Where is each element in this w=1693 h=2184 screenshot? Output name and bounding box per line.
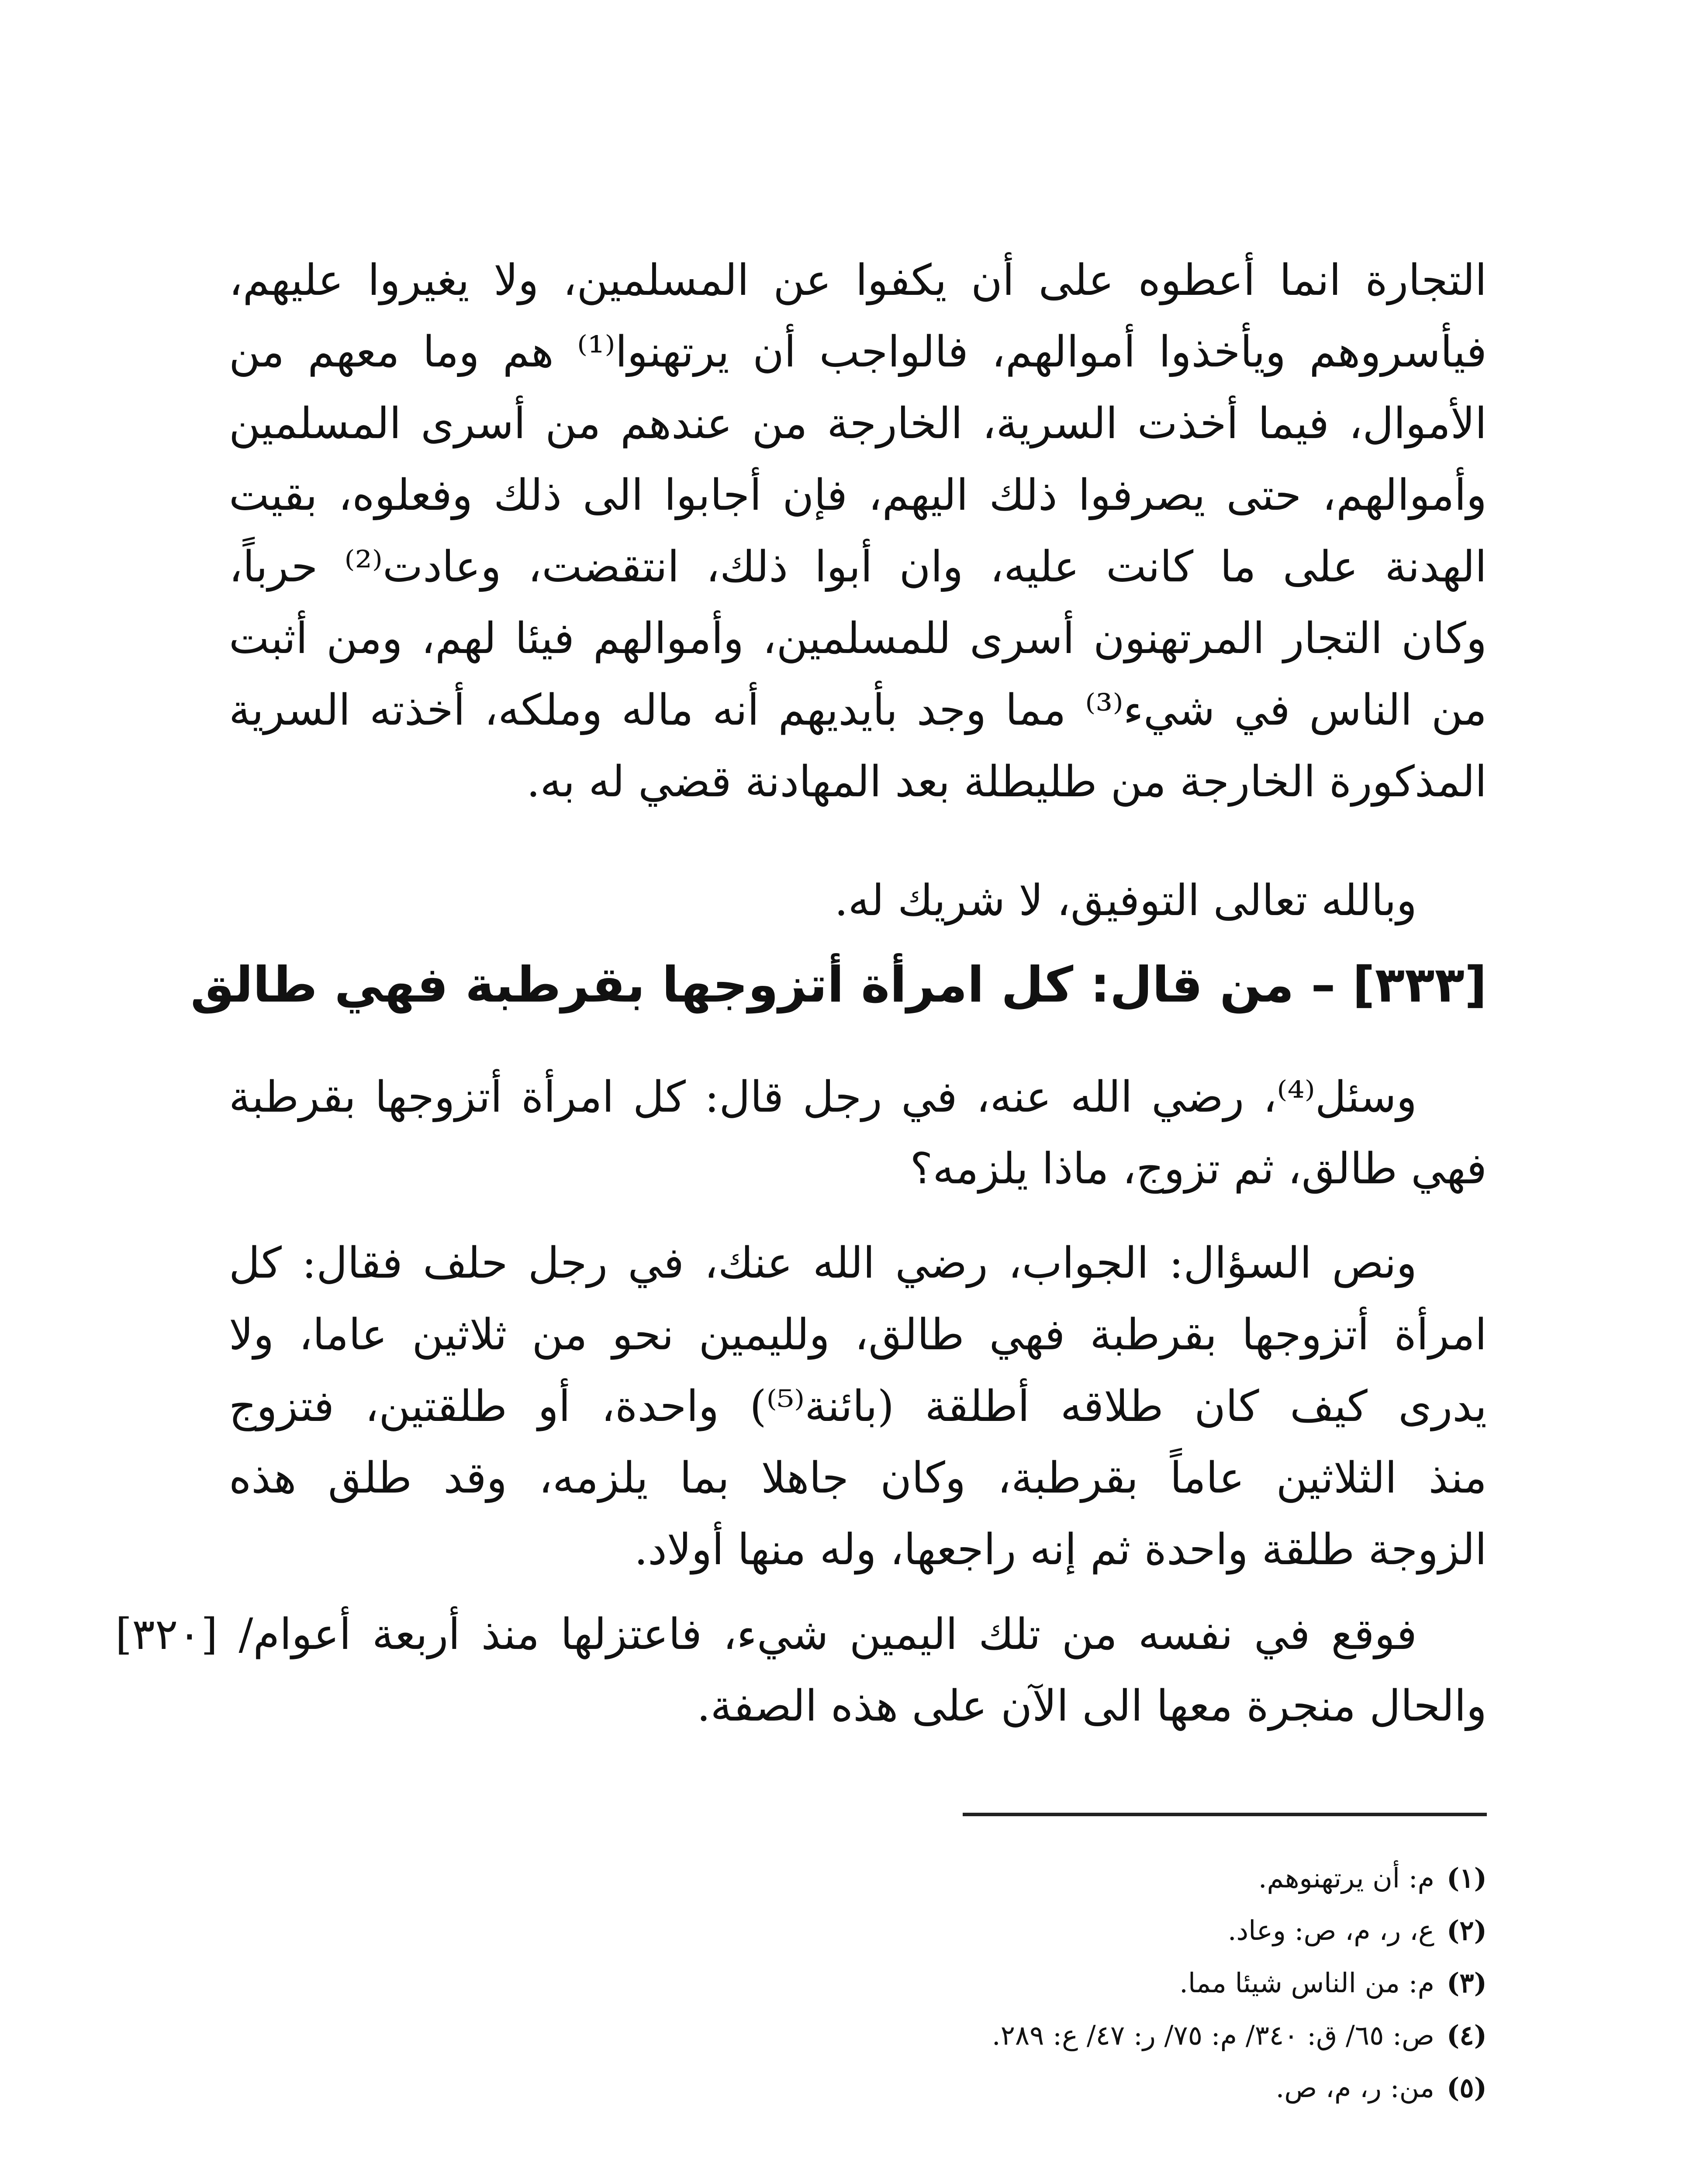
text-line: التجارة انما أعطوه على أن يكفوا عن المسلمين، ولا يغيروا عليهم، [229, 256, 1487, 305]
text-line: الهدنة على ما كانت عليه، وان أبوا ذلك، انتقضت، وعادت⁽²⁾ حرباً، [229, 542, 1487, 592]
footnote-text: م: أن يرتهنوهم. [1258, 1862, 1434, 1894]
text-line: وكان التجار المرتهنون أسرى للمسلمين، وأموالهم فيئا لهم، ومن أثبت [229, 614, 1487, 663]
text-line: امرأة أتزوجها بقرطبة فهي طالق، ولليمين نحو من ثلاثين عاما، ولا [229, 1310, 1487, 1360]
paragraph-1 [229, 245, 1487, 818]
text-line: ونص السؤال: الجواب، رضي الله عنك، في رجل حلف فقال: كل [229, 1238, 1417, 1288]
footnote [229, 1904, 1487, 1957]
footnote-number: (٤) [1447, 2019, 1487, 2051]
footnotes [229, 1852, 1487, 2114]
text-line: منذ الثلاثين عاماً بقرطبة، وكان جاهلا بما يلزمه، وقد طلق هذه [229, 1453, 1487, 1503]
text-line: الزوجة طلقة واحدة ثم إنه راجعها، وله منها أولاد. [634, 1525, 1487, 1575]
footnote-number: (١) [1447, 1862, 1487, 1894]
text-line: فيأسروهم ويأخذوا أموالهم، فالواجب أن يرتهنوا⁽¹⁾ هم وما معهم من [229, 327, 1487, 377]
text-line: المذكورة الخارجة من طليطلة بعد المهادنة قضي له به. [526, 757, 1487, 807]
footnote-number: (٢) [1447, 1914, 1487, 1946]
text-line: يدرى كيف كان طلاقه أطلقة (بائنة⁽⁵⁾) واحدة، أو طلقتين، فتزوج [229, 1382, 1487, 1431]
text-line: والحال منجرة معها الى الآن على هذه الصفة. [697, 1681, 1487, 1731]
footnote-text: ع، ر، م، ص: وعاد. [1227, 1914, 1434, 1946]
section-heading: [٣٣٣] – من قال: كل امرأة أتزوجها بقرطبة فهي طالق [190, 957, 1487, 1013]
paragraph-4 [115, 1599, 1487, 1742]
closing-formula [229, 865, 1487, 936]
footnote-divider [963, 1813, 1487, 1816]
text-line: فهي طالق، ثم تزوج، ماذا يلزمه؟ [910, 1144, 1487, 1194]
text-line: فوقع في نفسه من تلك اليمين شيء، فاعتزلها منذ أربعة أعوام/ [٣٢٠] [115, 1610, 1417, 1659]
text-line: الأموال، فيما أخذت السرية، الخارجة من عندهم من أسرى المسلمين [229, 399, 1487, 449]
text-line: وأموالهم، حتى يصرفوا ذلك اليهم، فإن أجابوا الى ذلك وفعلوه، بقيت [229, 470, 1487, 520]
footnote-number: (٥) [1447, 2072, 1487, 2104]
paragraph-3 [229, 1227, 1487, 1586]
footnote [229, 1852, 1487, 1904]
footnote-text: من: ر، م، ص. [1275, 2072, 1434, 2104]
footnote [229, 1957, 1487, 2009]
footnote [229, 2062, 1487, 2114]
paragraph-2 [229, 1061, 1487, 1205]
text-line: وبالله تعالى التوفيق، لا شريك له. [834, 876, 1417, 926]
footnote-number: (٣) [1447, 1967, 1487, 1999]
footnote-text: م: من الناس شيئا مما. [1179, 1967, 1434, 1999]
footnote-text: ص: ٦٥/ ق: ٣٤٠/ م: ٧٥/ ر: ٤٧/ ع: ٢٨٩. [992, 2019, 1434, 2051]
text-line: وسئل⁽⁴⁾، رضي الله عنه، في رجل قال: كل امرأة أتزوجها بقرطبة [229, 1072, 1417, 1122]
footnote [229, 2009, 1487, 2062]
text-line: من الناس في شيء⁽³⁾ مما وجد بأيديهم أنه ماله وملكه، أخذته السرية [229, 685, 1487, 735]
